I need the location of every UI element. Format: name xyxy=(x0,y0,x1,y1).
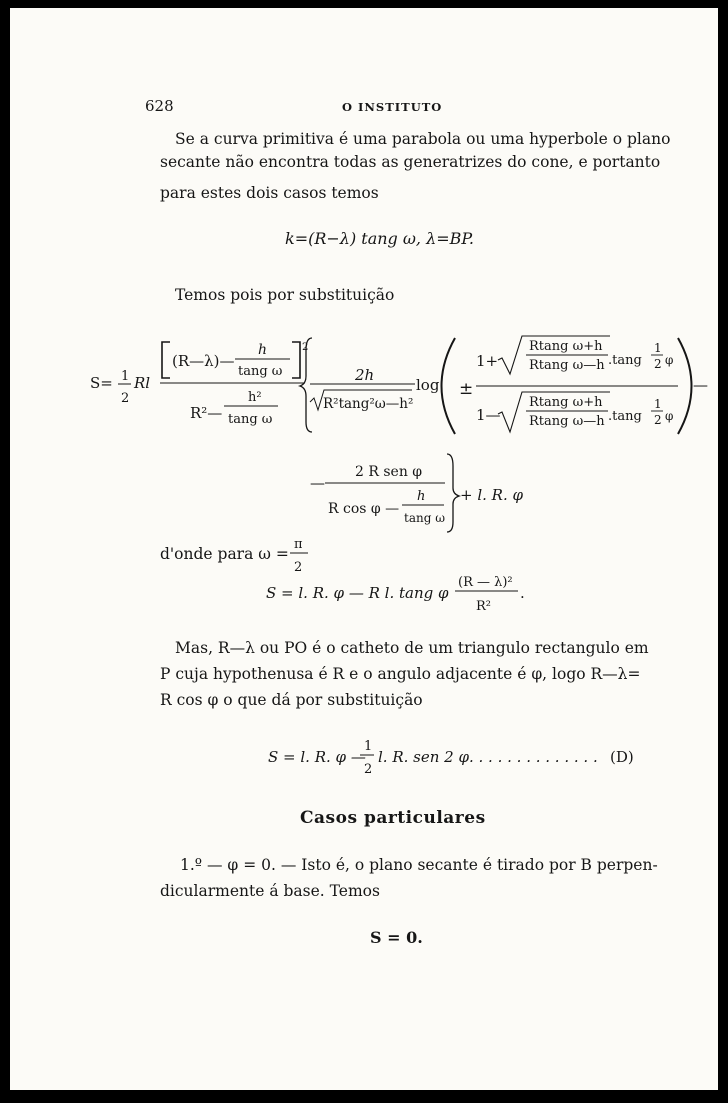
paragraph-line: dicularmente á base. Temos xyxy=(160,882,380,900)
eq2-lhs: S = l. R. φ — R l. tang φ xyxy=(266,584,449,602)
right-brace xyxy=(447,454,459,532)
formula-lhs: S= xyxy=(90,374,113,392)
line2-num: 2 R sen φ xyxy=(355,464,423,480)
plus-minus: ± xyxy=(459,379,474,399)
bracket-inner: (R—λ)— xyxy=(172,352,235,370)
half-num: 1 xyxy=(121,369,130,384)
twoh: 2h xyxy=(355,366,375,384)
one-minus: 1— xyxy=(476,406,501,424)
paragraph-line: para estes dois casos temos xyxy=(160,184,379,202)
paragraph-line: P cuja hypothenusa é R e o angulo adjacente é φ, logo R—λ= xyxy=(160,665,641,683)
paragraph-line: 1.º — φ = 0. — Isto é, o plano secante é tirado por B perpen- xyxy=(180,856,658,874)
line2-den-tang: tang ω xyxy=(404,511,445,525)
trailing-minus: — xyxy=(693,376,708,394)
phi-top: φ xyxy=(665,353,674,367)
half-den: 2 xyxy=(121,391,130,406)
right-bracket xyxy=(292,342,300,378)
bracket-tang: tang ω xyxy=(238,364,283,379)
denom-h2: h² xyxy=(248,390,262,405)
denom-tang: tang ω xyxy=(228,412,273,427)
rad-num-top: Rtang ω+h xyxy=(529,339,603,354)
section-title: Casos particulares xyxy=(300,808,486,828)
paragraph-line: Se a curva primitiva é uma parabola ou uma hyperbole o plano xyxy=(175,130,671,148)
donde-line xyxy=(160,544,289,564)
book-page xyxy=(10,8,718,1090)
phi-den-bottom: 2 xyxy=(654,413,662,427)
eq2-den: R² xyxy=(476,599,491,614)
equation-k: k=(R−λ) tang ω, λ=BP. xyxy=(285,229,474,248)
paragraph-line: Mas, R—λ ou PO é o catheto de um triangulo rectangulo em xyxy=(175,639,649,657)
paragraph-line: R cos φ o que dá por substituição xyxy=(160,691,423,709)
phi-num-bottom: 1 xyxy=(654,397,662,411)
big-right-paren xyxy=(678,338,692,434)
Rl-factor: Rl xyxy=(134,374,151,392)
equation-D xyxy=(260,730,640,780)
line2-den: R cos φ — xyxy=(328,501,400,517)
left-bracket xyxy=(162,342,170,378)
equation-final: S = 0. xyxy=(370,928,423,947)
donde-text: d'onde para ω = xyxy=(160,545,289,563)
paragraph-line: secante não encontra todas as generatrizes do cone, e portanto xyxy=(160,153,661,171)
pi-den: 2 xyxy=(294,560,303,575)
denom-R2: R²— xyxy=(190,404,223,422)
paragraph-line: Temos pois por substituição xyxy=(175,286,395,304)
journal-title: O INSTITUTO xyxy=(342,100,443,114)
one-plus: 1+ xyxy=(476,352,499,370)
line2-den-h: h xyxy=(417,489,426,504)
phi-bottom: φ xyxy=(665,409,674,423)
line2-minus: — xyxy=(310,474,325,492)
line2-tail: + l. R. φ xyxy=(460,486,524,504)
eq2-num: (R — λ)² xyxy=(458,575,513,590)
log: log xyxy=(416,376,440,394)
bracket-exp: 2 xyxy=(302,342,309,353)
rad-den-top: Rtang ω—h xyxy=(529,358,605,373)
eq2-end: . xyxy=(520,584,525,602)
sqrt-content: R²tang²ω—h² xyxy=(323,396,414,412)
phi-num-top: 1 xyxy=(654,341,662,355)
rad-num-bottom: Rtang ω+h xyxy=(529,395,603,410)
bracket-h: h xyxy=(258,342,268,358)
eqD-num: 1 xyxy=(364,739,373,754)
tang-top: .tang xyxy=(608,353,642,368)
pi-num: π xyxy=(294,537,303,552)
eqD-left: S = l. R. φ — xyxy=(268,748,366,766)
big-left-paren xyxy=(442,338,456,434)
eqD-right: l. R. sen 2 φ. . . . . . . . . . . . . . xyxy=(378,748,598,766)
eqD-den: 2 xyxy=(364,762,373,777)
tang-bottom: .tang xyxy=(608,409,642,424)
phi-den-top: 2 xyxy=(654,357,662,371)
formula-S xyxy=(10,328,718,538)
rad-den-bottom: Rtang ω—h xyxy=(529,414,605,429)
page-number: 628 xyxy=(145,97,174,115)
equation-2 xyxy=(260,566,560,618)
eqD-label: (D) xyxy=(610,748,634,766)
